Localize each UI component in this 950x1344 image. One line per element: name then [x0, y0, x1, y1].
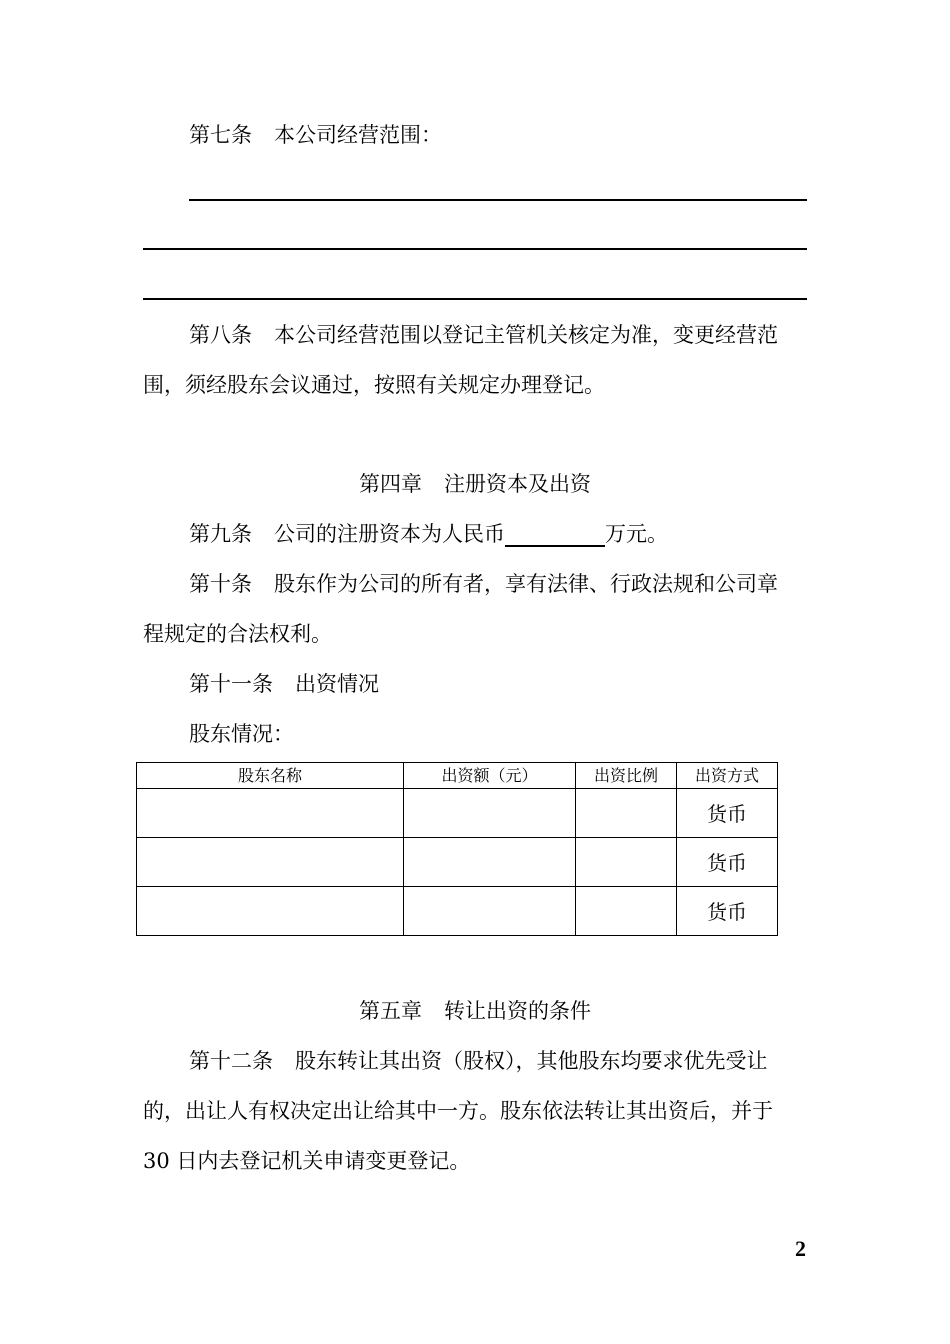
- registered-capital-blank: [505, 523, 605, 547]
- article-10-line-1: 第十条 股东作为公司的所有者，享有法律、行政法规和公司章: [189, 572, 778, 596]
- article-12-line-3: 30 日内去登记机关申请变更登记。: [143, 1149, 471, 1173]
- business-scope-blank-line-3: [143, 298, 807, 300]
- article-7-text: 本公司经营范围：: [274, 123, 442, 147]
- article-12-line-2: 的，出让人有权决定出让给其中一方。股东依法转让其出资后，并于: [143, 1099, 773, 1123]
- header-contribution-ratio: 出资比例: [576, 763, 677, 789]
- article-11: 第十一条 出资情况: [189, 672, 379, 696]
- business-scope-blank-line-2: [143, 248, 807, 250]
- article-9-number: 第九条: [189, 522, 252, 546]
- article-10-line-2: 程规定的合法权利。: [143, 622, 332, 646]
- article-11-number: 第十一条: [189, 672, 273, 696]
- cell-contribution-ratio: [576, 789, 677, 838]
- header-contribution-amount: 出资额（元）: [404, 763, 576, 789]
- cell-shareholder-name: [137, 838, 404, 887]
- article-9: 第九条 公司的注册资本为人民币 万元。: [189, 522, 668, 546]
- article-7-number: 第七条: [189, 123, 252, 147]
- article-8-number: 第八条: [189, 323, 252, 347]
- cell-contribution-amount: [404, 838, 576, 887]
- cell-contribution-method: 货币: [677, 887, 778, 936]
- chapter-4-heading: [143, 471, 807, 497]
- chapter-5-title: 转让出资的条件: [444, 999, 591, 1023]
- business-scope-blank-line-1: [189, 199, 807, 201]
- article-7: [189, 122, 442, 148]
- cell-contribution-method: 货币: [677, 838, 778, 887]
- cell-contribution-amount: [404, 789, 576, 838]
- article-8-line-2: 围，须经股东会议通过，按照有关规定办理登记。: [143, 373, 605, 397]
- page-number: 2: [795, 1236, 806, 1261]
- cell-contribution-ratio: [576, 887, 677, 936]
- shareholders-label: 股东情况：: [189, 722, 294, 746]
- article-12-line-1: 第十二条 股东转让其出资（股权），其他股东均要求优先受让: [189, 1049, 768, 1073]
- shareholder-table: [136, 762, 778, 936]
- table-row: [137, 838, 778, 887]
- chapter-4-title: 注册资本及出资: [444, 472, 591, 496]
- article-10-number: 第十条: [189, 572, 252, 596]
- header-shareholder-name: 股东名称: [137, 763, 404, 789]
- table-row: [137, 887, 778, 936]
- header-contribution-method: 出资方式: [677, 763, 778, 789]
- table-header-row: [137, 763, 778, 789]
- chapter-5-heading: [143, 998, 807, 1024]
- article-8-line-1: 第八条 本公司经营范围以登记主管机关核定为准，变更经营范: [189, 323, 778, 347]
- chapter-5-number: 第五章: [359, 999, 422, 1023]
- article-12-number: 第十二条: [189, 1049, 273, 1073]
- cell-shareholder-name: [137, 887, 404, 936]
- chapter-4-number: 第四章: [359, 472, 422, 496]
- cell-contribution-method: 货币: [677, 789, 778, 838]
- cell-contribution-ratio: [576, 838, 677, 887]
- cell-contribution-amount: [404, 887, 576, 936]
- cell-shareholder-name: [137, 789, 404, 838]
- table-row: [137, 789, 778, 838]
